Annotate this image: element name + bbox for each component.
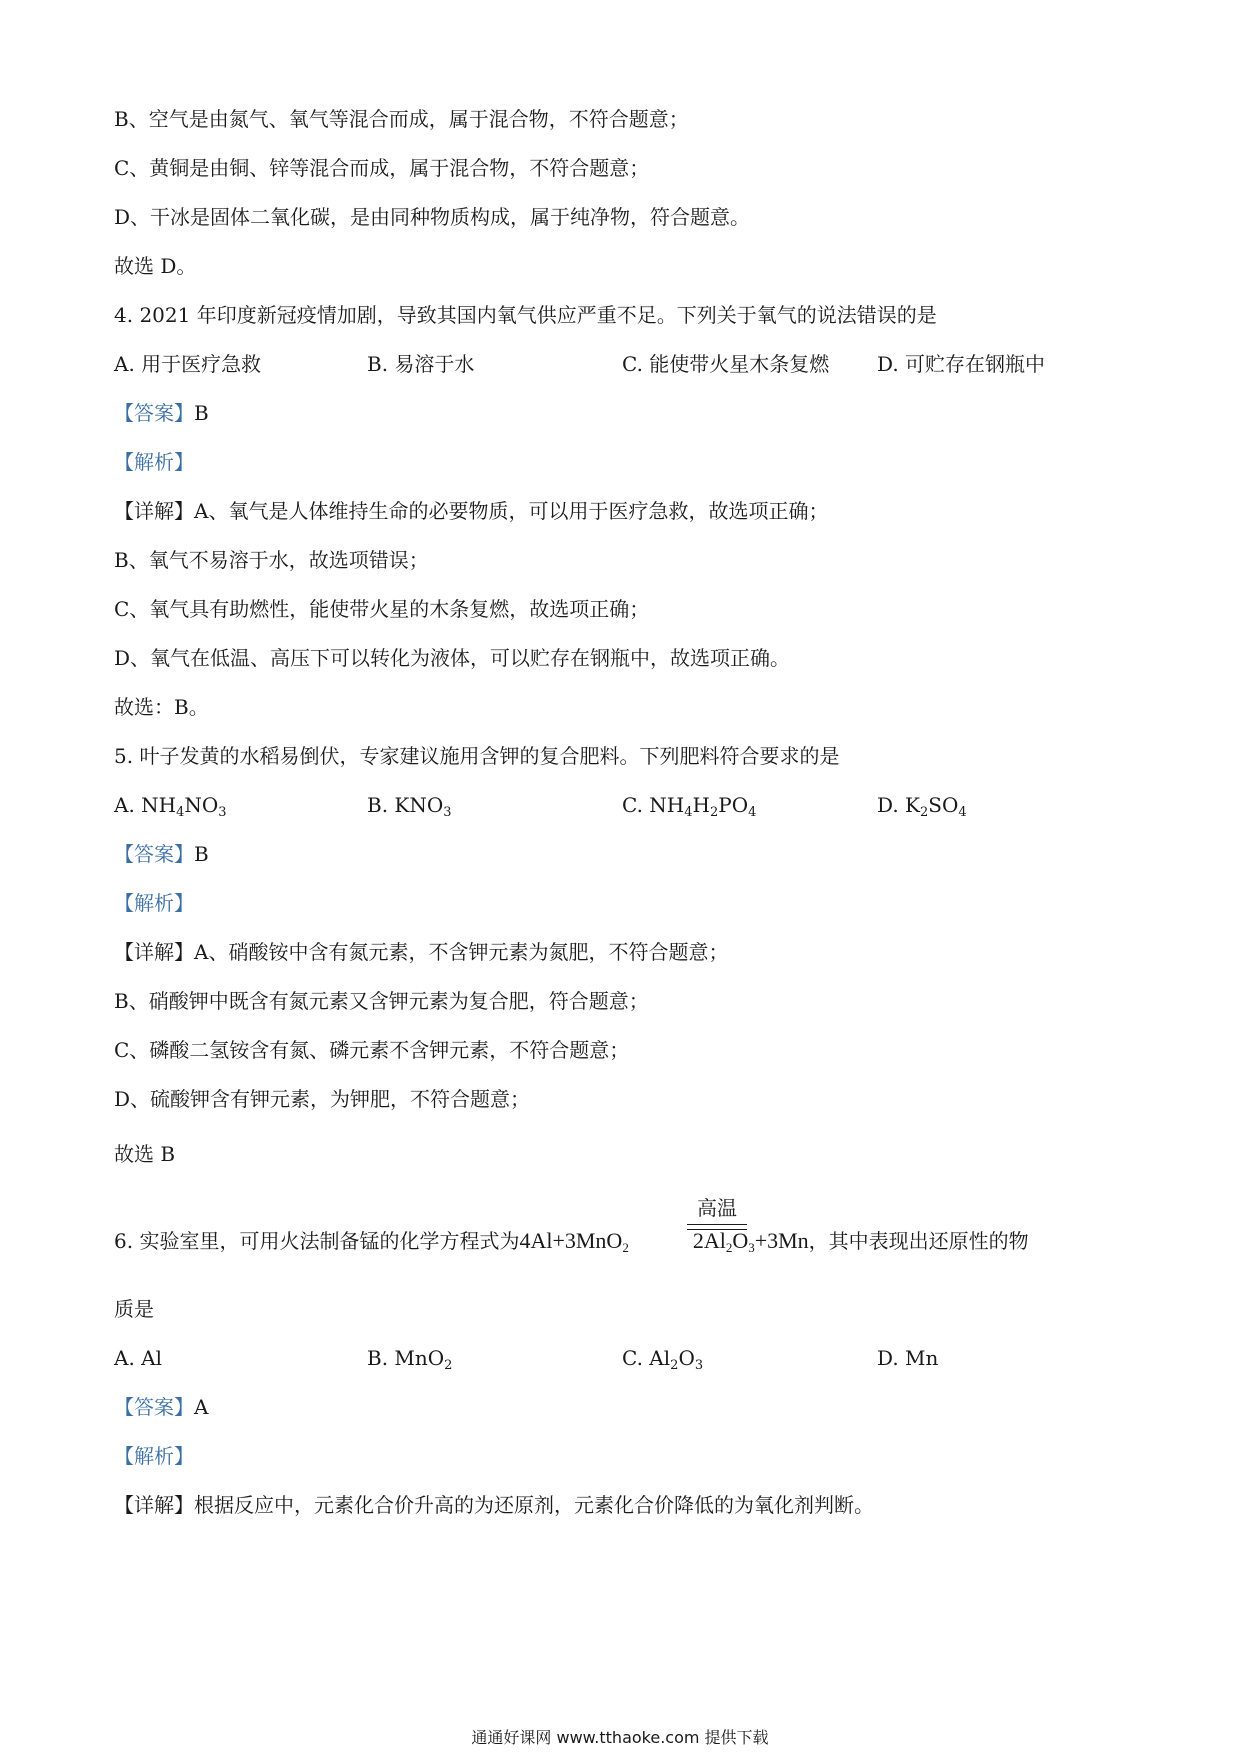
detail-text: A、硝酸铵中含有氮元素，不含钾元素为氮肥，不符合题意； — [194, 940, 729, 964]
page-footer: 通通好课网 www.tthaoke.com 提供下载 — [471, 1728, 769, 1747]
q6-option-b: B. MnO$_2$ — [367, 1346, 453, 1373]
answer-value: A — [194, 1395, 209, 1419]
answer-value: B — [194, 401, 209, 425]
q6-stem — [114, 1229, 1029, 1253]
q6-detail — [114, 1493, 874, 1517]
q6-option-a: A. Al — [114, 1346, 162, 1370]
answer-tag: 【答案】 — [114, 401, 194, 425]
q4-detail-d: D、氧气在低温、高压下可以转化为液体，可以贮存在钢瓶中，故选项正确。 — [114, 646, 791, 670]
detail-text: A、氧气是人体维持生命的必要物质，可以用于医疗急救，故选项正确； — [194, 499, 829, 523]
q6-analysis-tag: 【解析】 — [114, 1444, 194, 1468]
q3-conclusion: 故选 D。 — [114, 254, 197, 278]
q5-conclusion: 故选 B — [114, 1142, 176, 1166]
q5-option-d: D. $K_2SO_4$ — [877, 793, 967, 820]
equation-bar-top — [687, 1224, 747, 1225]
q6-stem-line2: 质是 — [114, 1297, 154, 1321]
q5-option-a: A. $NH_4NO_3$ — [114, 793, 227, 820]
answer-tag: 【答案】 — [114, 1395, 194, 1419]
q4-detail-c: C、氧气具有助燃性，能使带火星的木条复燃，故选项正确； — [114, 597, 650, 621]
q6-stem-end: ，其中表现出还原性的物 — [808, 1229, 1029, 1253]
q5-option-c: C. $NH_4H_2PO_4$ — [622, 793, 757, 820]
q5-detail-c: C、磷酸二氢铵含有氮、磷元素不含钾元素，不符合题意； — [114, 1038, 630, 1062]
q5-analysis-tag: 【解析】 — [114, 891, 194, 915]
q6-stem-start: 6. 实验室里，可用火法制备锰的化学方程式为 — [114, 1229, 520, 1253]
q5-detail-d: D、硫酸钾含有钾元素，为钾肥，不符合题意； — [114, 1087, 531, 1111]
q4-answer — [114, 401, 209, 425]
q6-option-c: C. $Al_2O_3$ — [622, 1346, 704, 1373]
q4-stem: 4. 2021 年印度新冠疫情加剧，导致其国内氧气供应严重不足。下列关于氧气的说法错误的是 — [114, 303, 937, 327]
q5-detail-a — [114, 940, 728, 964]
q3-option-d-explanation: D、干冰是固体二氧化碳，是由同种物质构成，属于纯净物，符合题意。 — [114, 205, 751, 229]
q3-option-b-explanation: B、空气是由氮气、氧气等混合而成，属于混合物，不符合题意； — [114, 107, 689, 131]
q5-stem: 5. 叶子发黄的水稻易倒伏，专家建议施用含钾的复合肥料。下列肥料符合要求的是 — [114, 744, 840, 768]
answer-tag: 【答案】 — [114, 842, 194, 866]
q4-detail-b: B、氧气不易溶于水，故选项错误； — [114, 548, 429, 572]
q6-option-d: D. Mn — [877, 1346, 939, 1370]
detail-text: 根据反应中，元素化合价升高的为还原剂，元素化合价降低的为氧化剂判断。 — [194, 1493, 874, 1517]
q4-conclusion: 故选：B。 — [114, 695, 209, 719]
q5-detail-b: B、硝酸钾中既含有氮元素又含钾元素为复合肥，符合题意； — [114, 989, 649, 1013]
q3-option-c-explanation: C、黄铜是由铜、锌等混合而成，属于混合物，不符合题意； — [114, 156, 650, 180]
q6-answer — [114, 1395, 208, 1419]
detail-tag: 【详解】 — [114, 499, 194, 523]
q4-detail-a — [114, 499, 828, 523]
q4-option-b: B. 易溶于水 — [367, 352, 475, 376]
answer-value: B — [194, 842, 209, 866]
chemical-equation-left: 4Al+3MnO$_2$ — [519, 1228, 629, 1255]
q4-option-c: C. 能使带火星木条复燃 — [622, 352, 830, 376]
reaction-condition: 高温 — [697, 1196, 737, 1220]
detail-tag: 【详解】 — [114, 1493, 194, 1517]
q5-option-b: B. $KNO_3$ — [367, 793, 452, 820]
chemical-equation-right: $2Al_2O_3+3Mn$ — [692, 1228, 809, 1255]
q5-answer — [114, 842, 209, 866]
q4-analysis-tag: 【解析】 — [114, 450, 194, 474]
q4-option-d: D. 可贮存在钢瓶中 — [877, 352, 1046, 376]
detail-tag: 【详解】 — [114, 940, 194, 964]
q4-option-a: A. 用于医疗急救 — [114, 352, 262, 376]
